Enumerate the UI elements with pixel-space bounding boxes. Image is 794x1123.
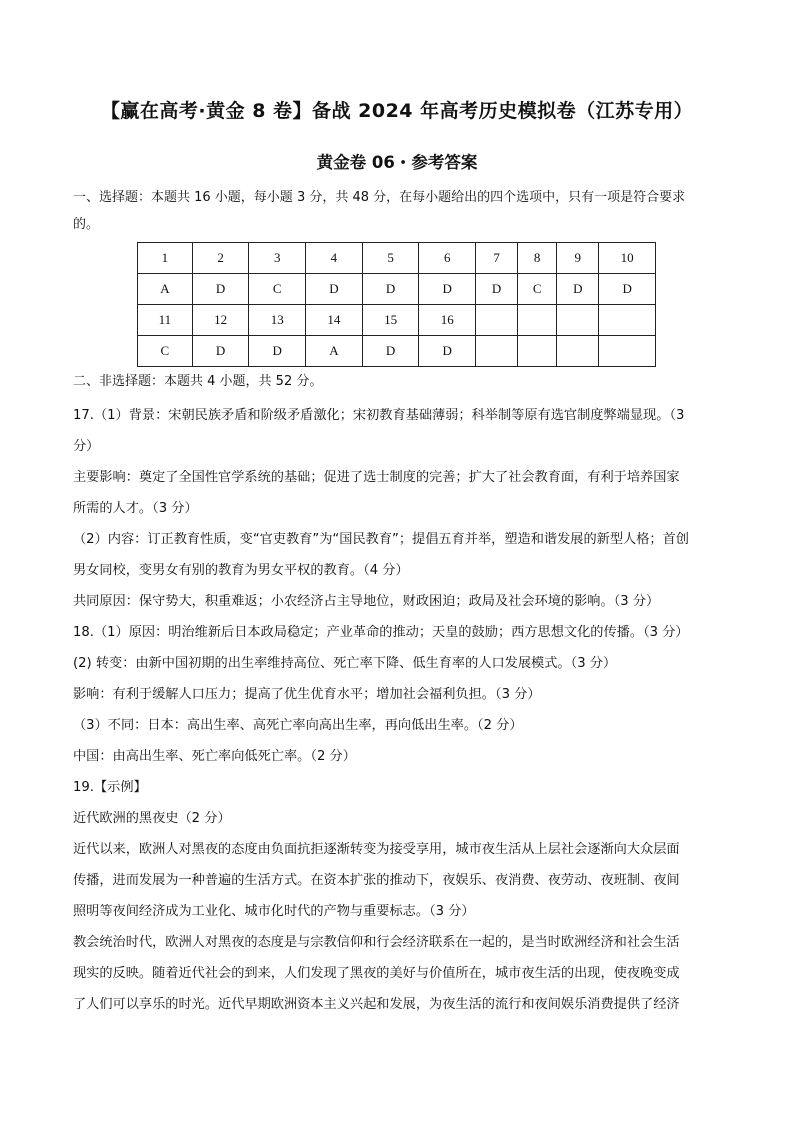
answer-table-cell: 13 (249, 305, 306, 336)
answer-table-cell: D (306, 274, 363, 305)
answer-table-cell: 7 (476, 243, 518, 274)
answer-line: 共同原因：保守势大，积重难返；小农经济占主导地位，财政困迫；政局及社会环境的影响。（3 分） (73, 594, 660, 609)
answer-table-answer-row (138, 274, 656, 305)
document-subtitle: 黄金卷 06・参考答案 (316, 153, 478, 172)
answer-line: （3）不同：日本：高出生率、高死亡率向高出生率，再向低出生率。（2 分） (73, 718, 523, 733)
answer-table-cell (557, 305, 599, 336)
answer-line: 19.【示例】 (73, 780, 147, 795)
answer-table-number-row (138, 243, 656, 274)
answer-table-cell: 15 (362, 305, 419, 336)
answer-table (137, 242, 656, 367)
answer-line: 现实的反映。随着近代社会的到来，人们发现了黑夜的美好与价值所在，城市夜生活的出现，使夜晚变成 (73, 966, 680, 981)
answer-table-cell: D (419, 274, 476, 305)
answer-table-cell: 11 (138, 305, 193, 336)
section-choice-heading (73, 184, 723, 238)
answer-table-cell: A (306, 336, 363, 367)
answer-table-cell (476, 305, 518, 336)
answer-table-cell: 16 (419, 305, 476, 336)
answer-line: 主要影响：奠定了全国性官学系统的基础；促进了选士制度的完善；扩大了社会教育面，有利于培养国家 (73, 470, 680, 485)
answer-table-cell (518, 305, 557, 336)
answer-table-cell (599, 305, 656, 336)
answer-line: 照明等夜间经济成为工业化、城市化时代的产物与重要标志。（3 分） (73, 904, 475, 919)
answer-table-cell: C (518, 274, 557, 305)
answer-table-cell: C (138, 336, 193, 367)
answer-line: 教会统治时代，欧洲人对黑夜的态度是与宗教信仰和行会经济联系在一起的，是当时欧洲经济和社会生活 (73, 935, 680, 950)
answer-table-number-row (138, 305, 656, 336)
answer-line: 影响：有利于缓解人口压力；提高了优生优育水平；增加社会福利负担。（3 分） (73, 687, 541, 702)
document-title: 【赢在高考·黄金 8 卷】备战 2024 年高考历史模拟卷（江苏专用） (100, 100, 694, 122)
answer-table-cell: 14 (306, 305, 363, 336)
answer-table-cell: 1 (138, 243, 193, 274)
answer-table-cell: A (138, 274, 193, 305)
answer-table-cell: D (557, 274, 599, 305)
answer-table-cell (557, 336, 599, 367)
answer-table-cell: 9 (557, 243, 599, 274)
section-choice-line2: 的。 (73, 217, 100, 232)
answer-body (73, 400, 723, 1020)
answer-table-cell: 8 (518, 243, 557, 274)
answer-table-cell (518, 336, 557, 367)
answer-table-cell: 12 (192, 305, 249, 336)
section-nonchoice-heading: 二、非选择题：本题共 4 小题，共 52 分。 (73, 374, 323, 389)
section-choice-line1: 一、选择题：本题共 16 小题，每小题 3 分，共 48 分，在每小题给出的四个选项中，只有一项是符合要求 (73, 190, 686, 205)
answer-table-cell: D (192, 336, 249, 367)
answer-line: 18.（1）原因：明治维新后日本政局稳定；产业革命的推动；天皇的鼓励；西方思想文化的传播。（3 分） (73, 625, 689, 640)
answer-table-cell: D (192, 274, 249, 305)
answer-line: 17.（1）背景：宋朝民族矛盾和阶级矛盾激化；宋初教育基础薄弱；科举制等原有选官制度弊端显现。（3 (73, 408, 685, 423)
answer-line: (2) 转变：由新中国初期的出生率维持高位、死亡率下降、低生育率的人口发展模式。（3 分） (73, 656, 617, 671)
answer-table-cell: C (249, 274, 306, 305)
answer-line: 所需的人才。（3 分） (73, 501, 198, 516)
answer-table-cell (599, 336, 656, 367)
answer-line: 男女同校，变男女有别的教育为男女平权的教育。（4 分） (73, 563, 409, 578)
answer-table-cell: 5 (362, 243, 419, 274)
answer-table-cell: D (599, 274, 656, 305)
answer-table-cell: 6 (419, 243, 476, 274)
answer-table-answer-row (138, 336, 656, 367)
answer-line: 传播，进而发展为一种普遍的生活方式。在资本扩张的推动下，夜娱乐、夜消费、夜劳动、夜班制、夜间 (73, 873, 680, 888)
answer-line: 中国：由高出生率、死亡率向低死亡率。（2 分） (73, 749, 356, 764)
answer-table-cell: D (362, 336, 419, 367)
answer-table-cell (476, 336, 518, 367)
answer-table-cell: D (249, 336, 306, 367)
answer-table-cell: D (419, 336, 476, 367)
answer-line: 近代欧洲的黑夜史（2 分） (73, 811, 231, 826)
answer-table-cell: 3 (249, 243, 306, 274)
answer-line: （2）内容：订正教育性质，变“官吏教育”为“国民教育”；提倡五育并举，塑造和谐发展的新型人格；首创 (73, 532, 689, 547)
answer-table-cell: 10 (599, 243, 656, 274)
answer-table-cell: D (476, 274, 518, 305)
answer-table-cell: 4 (306, 243, 363, 274)
answer-line: 分） (73, 439, 100, 454)
answer-line: 近代以来，欧洲人对黑夜的态度由负面抗拒逐渐转变为接受享用，城市夜生活从上层社会逐渐向大众层面 (73, 842, 680, 857)
answer-line: 了人们可以享乐的时光。近代早期欧洲资本主义兴起和发展，为夜生活的流行和夜间娱乐消费提供了经济 (73, 997, 680, 1012)
answer-table-cell: 2 (192, 243, 249, 274)
answer-table-cell: D (362, 274, 419, 305)
